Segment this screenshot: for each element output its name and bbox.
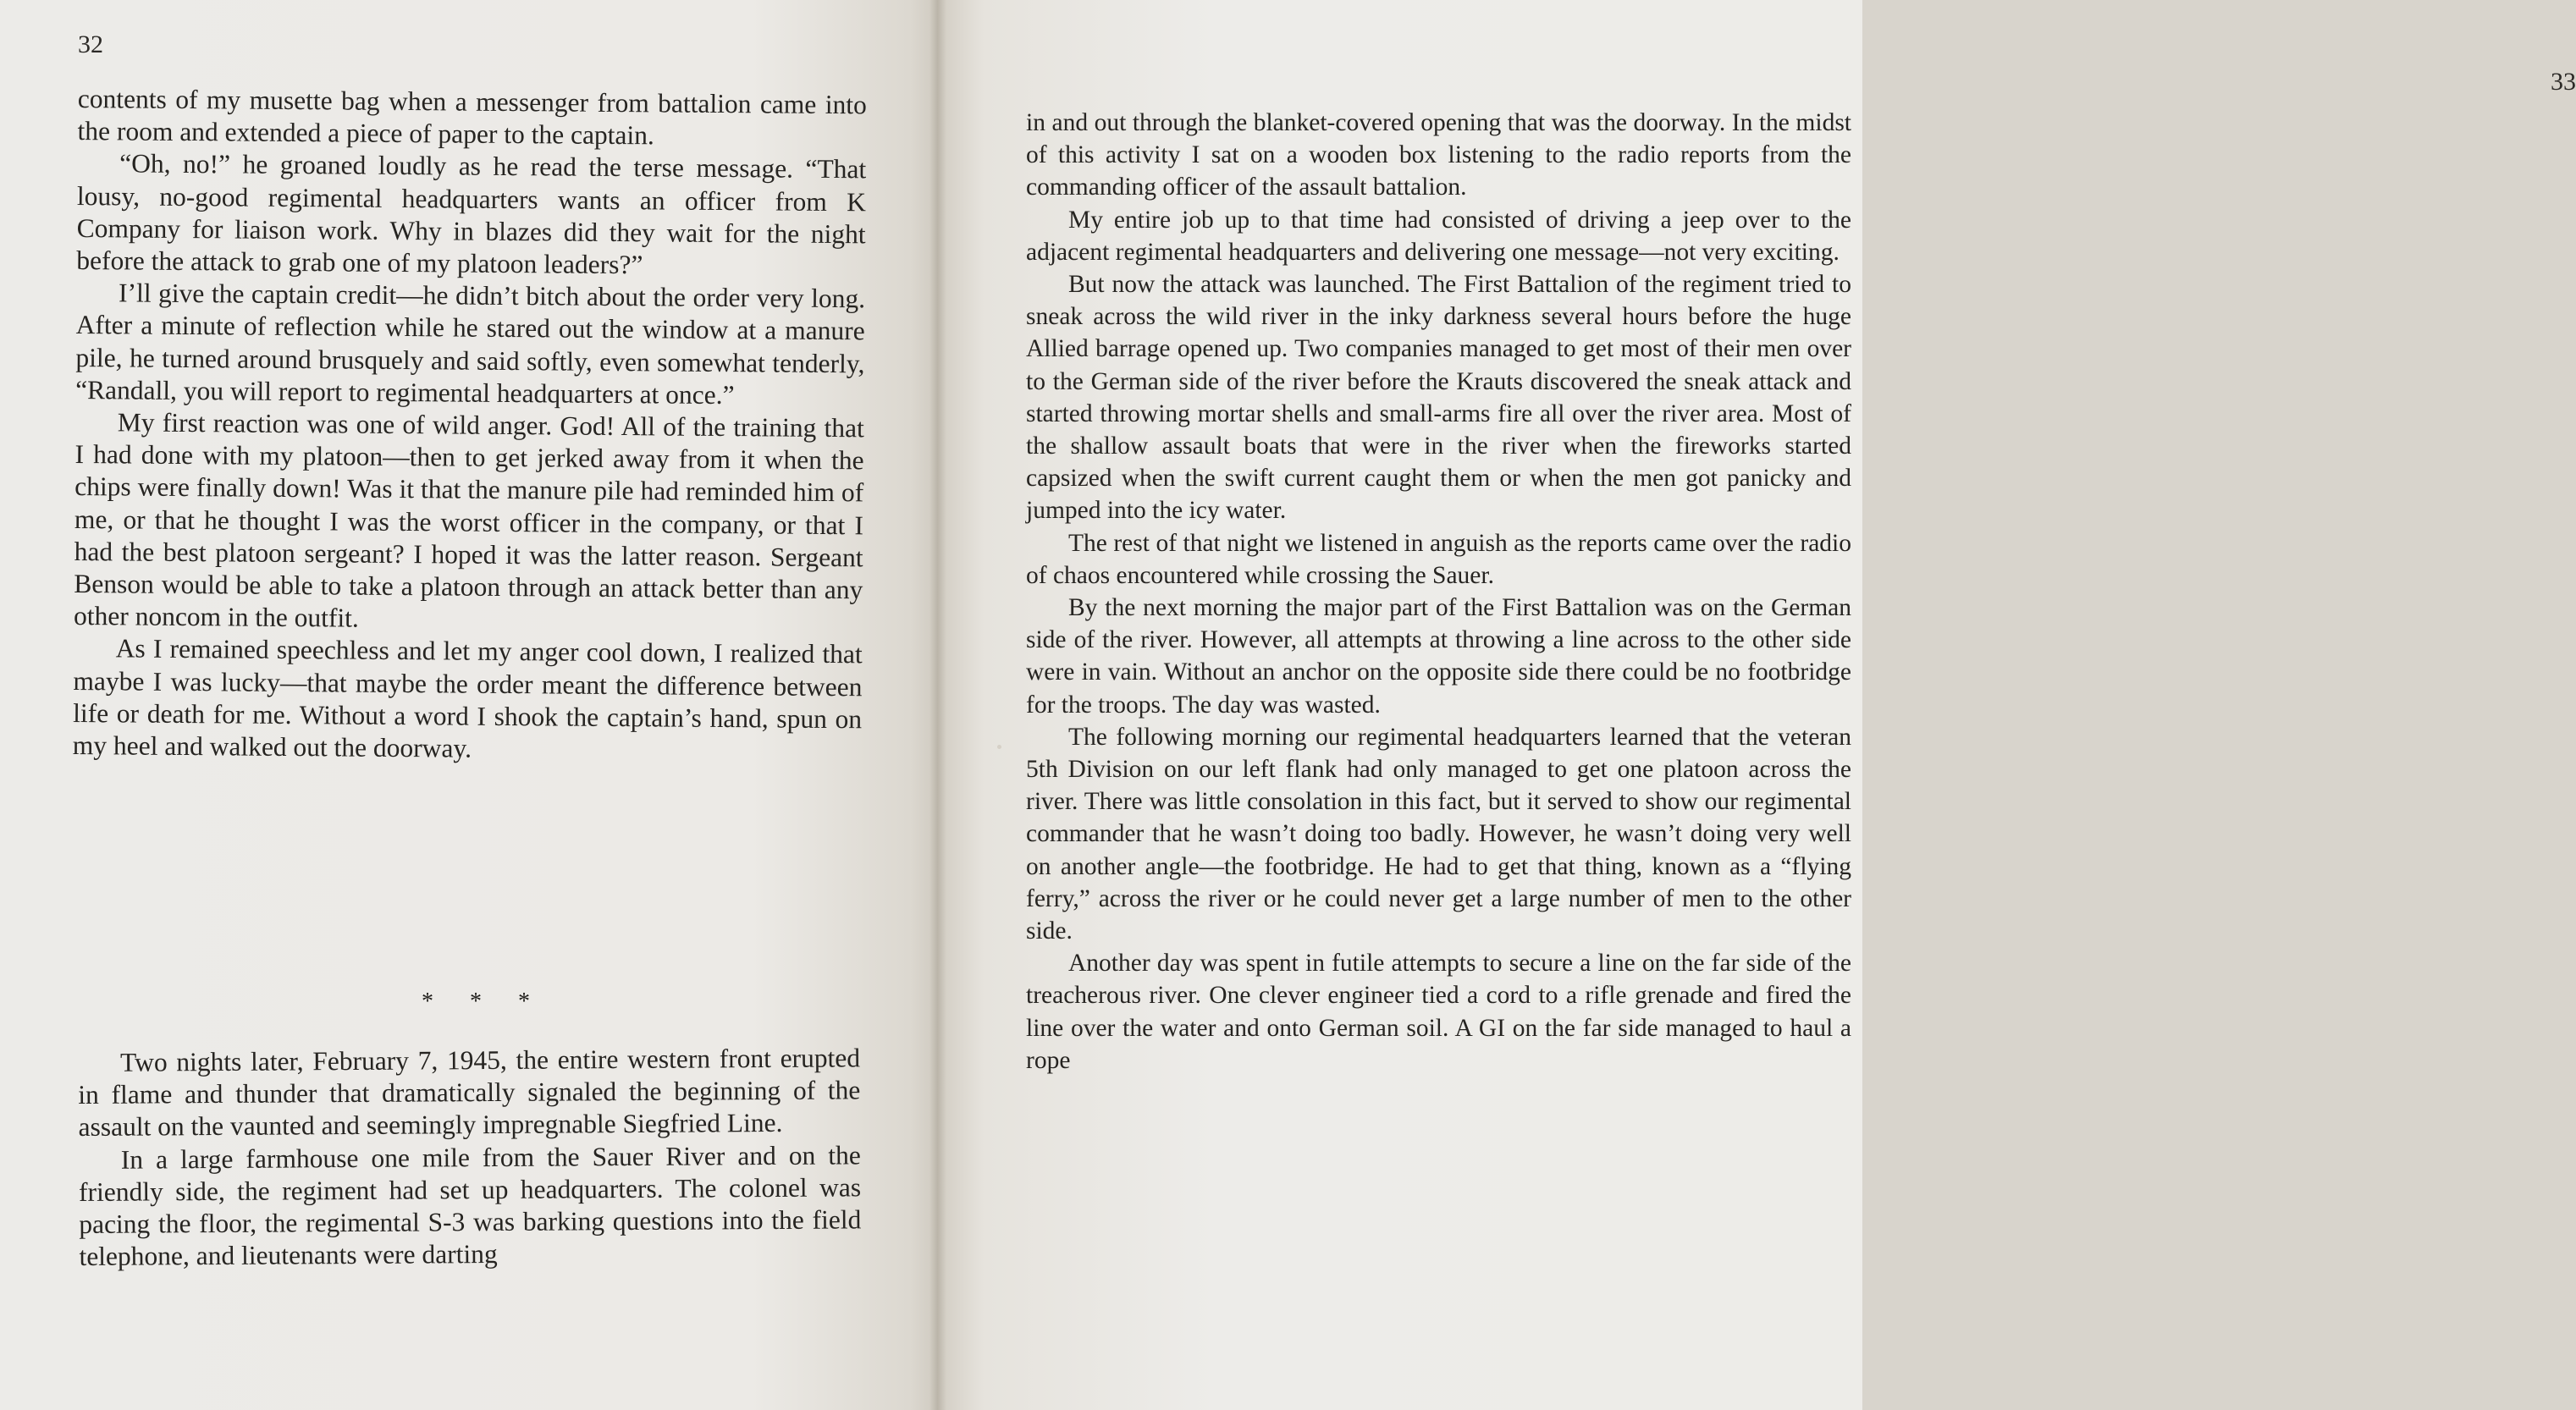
paragraph: I’ll give the captain credit—he didn’t bitch about the order very long. After a minute of reflection while he stared out the window at a manure pile, he turned around brusquely and said softly, even somewhat tenderly, “Randall, you will report to regimental headquarters at once.”: [75, 278, 866, 410]
right-page-text: [1026, 107, 1851, 1077]
page-number-left: 32: [78, 30, 103, 58]
left-page-text-top: [73, 83, 867, 768]
paragraph: But now the attack was launched. The First Battalion of the regiment tried to sneak across the wild river in the inky darkness several hours before the huge Allied barrage opened up. Two companies managed to get most of their men over to the German side of the river before the Krauts discovered the sneak attack and started throwing mortar shells and small-arms fire all over the river area. Most of the shallow assault boats that were in the river when the fireworks started capsized when the swift current caught them or when the men got panicky and jumped into the icy water.: [1026, 271, 1851, 525]
paragraph: Another day was spent in futile attempts to secure a line on the far side of the treacherous river. One clever engineer tied a cord to a rifle grenade and fired the line over the water and onto German soil. A GI on the far side managed to haul a rope: [1026, 950, 1851, 1074]
paragraph: contents of my musette bag when a messenger from battalion came into the room and extended a piece of paper to the captain.: [77, 83, 867, 151]
paragraph: “Oh, no!” he groaned loudly as he read the terse message. “That lousy, no-good regimental headquarters wants an officer from K Company for liaison work. Why in blazes did they wait for the night before the attack to grab one of my platoon leaders?”: [76, 148, 867, 280]
paragraph: The following morning our regimental headquarters learned that the veteran 5th Division on our left flank had only managed to get one platoon across the river. There was little consolation in this fact, but it served to show our regimental commander that he wasn’t doing too badly. However, he wasn’t doing very well on another angle—the footbridge. He had to get that thing, known as a “flying ferry,” across the river or he could never get a large number of men to the other side.: [1026, 723, 1851, 945]
book-gutter: [929, 0, 946, 1410]
paragraph: My entire job up to that time had consisted of driving a jeep over to the adjacent regimental headquarters and delivering one message—not very exciting.: [1026, 206, 1851, 266]
paragraph: As I remained speechless and let my anger cool down, I realized that maybe I was lucky—that maybe the order meant the difference between life or death for me. Without a word I shook the captain’s hand, spun on my heel and walked out the doorway.: [72, 633, 863, 763]
page-number-right: 33: [2551, 68, 2576, 96]
section-separator: * * *: [422, 989, 545, 1015]
paper-spot: [855, 305, 858, 308]
paragraph: By the next morning the major part of the First Battalion was on the German side of the river. However, all attempts at throwing a line across to the other side were in vain. Without an anchor on the opposite side there could be no footbridge for the troops. The day was wasted.: [1026, 594, 1851, 719]
paragraph: My first reaction was one of wild anger. God! All of the training that I had done with my platoon—then to get jerked away from it when the chips were finally down! Was it that the manure pile had reminded him of me, or that he thought I was the worst officer in the company, or that I had the best platoon sergeant? I hoped it was the latter reason. Sergeant Benson would be able to take a platoon through an attack better than any other noncom in the outfit.: [73, 407, 864, 633]
left-page: [0, 0, 938, 1410]
paragraph: The rest of that night we listened in anguish as the reports came over the radio of chaos encountered while crossing the Sauer.: [1026, 529, 1851, 589]
paragraph: Two nights later, February 7, 1945, the entire western front erupted in flame and thunder that dramatically signaled the beginning of the assault on the vaunted and seemingly impregnable Siegfried Line.: [78, 1043, 861, 1143]
paper-spot: [997, 745, 1001, 749]
right-page: [938, 0, 2576, 1410]
paragraph: in and out through the blanket-covered opening that was the doorway. In the midst of this activity I sat on a wooden box listening to the radio reports from the commanding officer of the assault battalion.: [1026, 109, 1851, 201]
left-page-text-bottom: [78, 1042, 862, 1273]
paragraph: In a large farmhouse one mile from the Sauer River and on the friendly side, the regiment had set up headquarters. The colonel was pacing the floor, the regimental S-3 was barking questions into the field telephone, and lieutenants were darting: [78, 1139, 862, 1272]
